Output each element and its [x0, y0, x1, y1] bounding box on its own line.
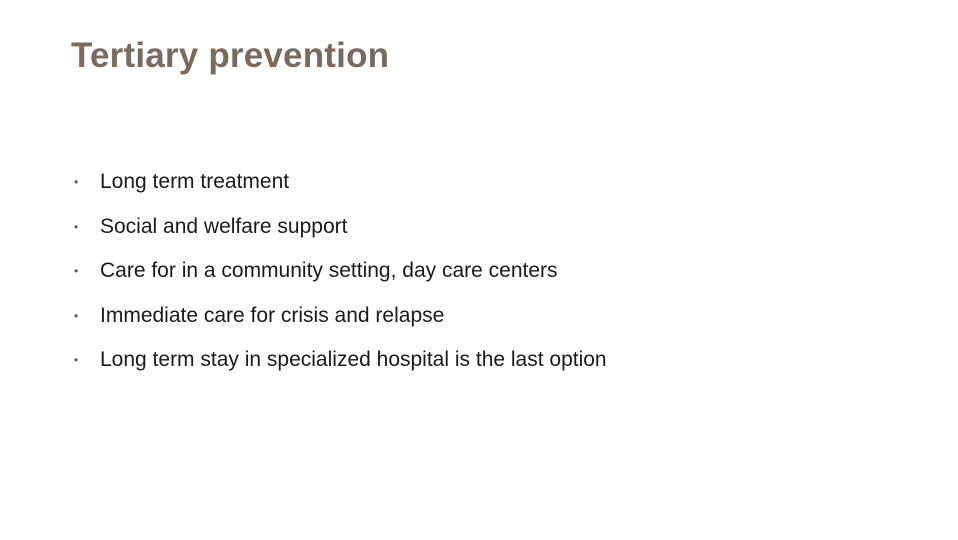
slide-title: Tertiary prevention	[71, 36, 390, 75]
bullet-list	[71, 168, 607, 391]
bullet-item	[71, 302, 607, 347]
bullet-item	[71, 168, 607, 213]
bullet-item	[71, 257, 607, 302]
bullet-text: Long term stay in specialized hospital is the last option	[100, 348, 607, 371]
bullet-text: Social and welfare support	[100, 214, 348, 238]
bullet-dot-icon: •	[74, 353, 79, 367]
bullet-item	[71, 346, 607, 391]
bullet-text: Care for in a community setting, day care centers	[100, 259, 558, 282]
bullet-text: Long term treatment	[100, 170, 290, 193]
bullet-dot-icon: •	[74, 219, 79, 234]
bullet-dot-icon: •	[74, 264, 79, 278]
bullet-dot-icon: •	[74, 308, 79, 323]
bullet-dot-icon: •	[74, 175, 79, 189]
bullet-text: Immediate care for crisis and relapse	[100, 303, 445, 327]
bullet-item	[71, 213, 607, 258]
